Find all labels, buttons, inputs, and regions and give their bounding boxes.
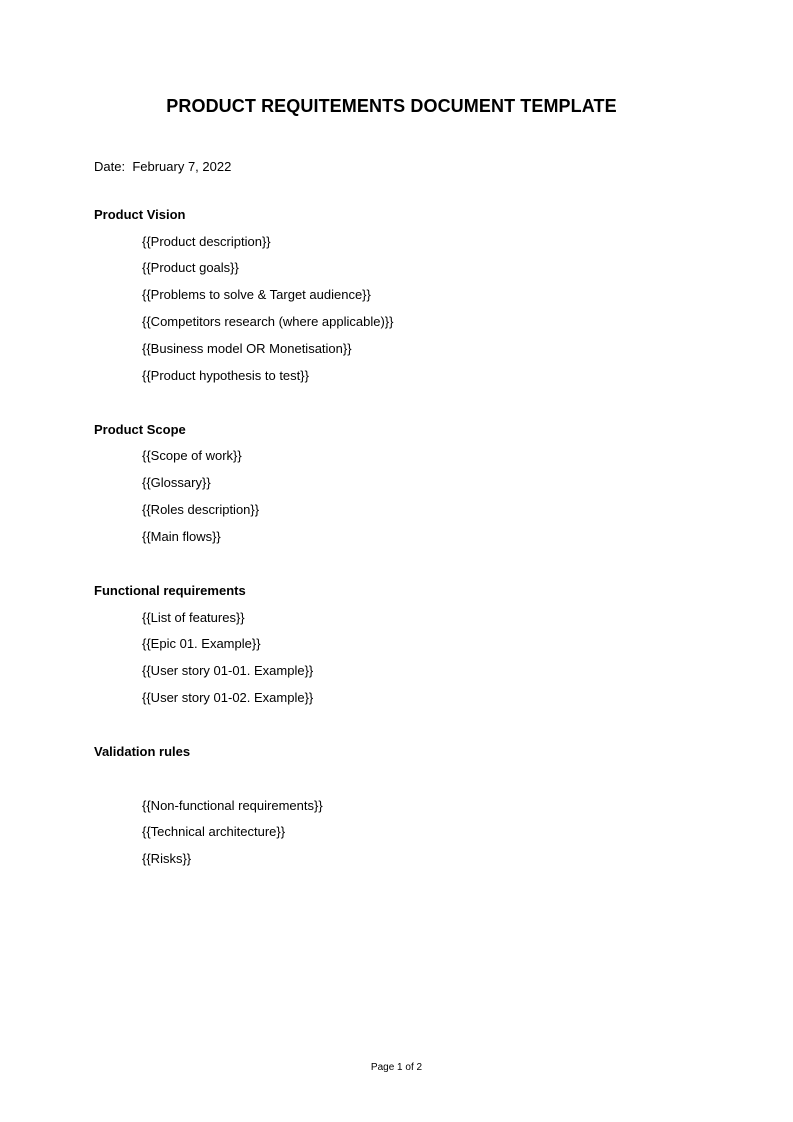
date-line	[94, 159, 231, 174]
page-title: PRODUCT REQUITEMENTS DOCUMENT TEMPLATE	[166, 96, 617, 116]
page-number: Page 1 of 2	[370, 1062, 423, 1073]
list-item: {{Competitors research (where applicable)}}	[142, 314, 394, 329]
list-item: {{Problems to solve & Target audience}}	[142, 287, 371, 302]
list-item: {{List of features}}	[142, 610, 245, 625]
list-item: {{Product hypothesis to test}}	[142, 368, 309, 383]
list-item: {{Technical architecture}}	[142, 824, 286, 839]
list-item: {{Business model OR Monetisation}}	[142, 341, 352, 356]
list-item: {{Glossary}}	[142, 475, 211, 490]
section-heading-validation-rules: Validation rules	[94, 744, 191, 759]
list-item: {{Non-functional requirements}}	[142, 798, 323, 813]
list-item: {{Risks}}	[142, 851, 192, 866]
list-item: {{Product goals}}	[142, 260, 239, 275]
list-item: {{Scope of work}}	[142, 448, 242, 463]
list-item: {{User story 01-02. Example}}	[142, 690, 314, 705]
date-value: February 7, 2022	[132, 159, 232, 174]
list-item: {{Main flows}}	[142, 529, 221, 544]
date-label: Date:	[94, 159, 126, 174]
list-item: {{Roles description}}	[142, 502, 260, 517]
list-item: {{User story 01-01. Example}}	[142, 663, 314, 678]
list-item: {{Epic 01. Example}}	[142, 636, 261, 651]
section-heading-functional-requirements: Functional requirements	[94, 583, 246, 598]
list-item: {{Product description}}	[142, 234, 271, 249]
section-heading-product-vision: Product Vision	[94, 207, 186, 222]
section-heading-product-scope: Product Scope	[94, 422, 186, 437]
